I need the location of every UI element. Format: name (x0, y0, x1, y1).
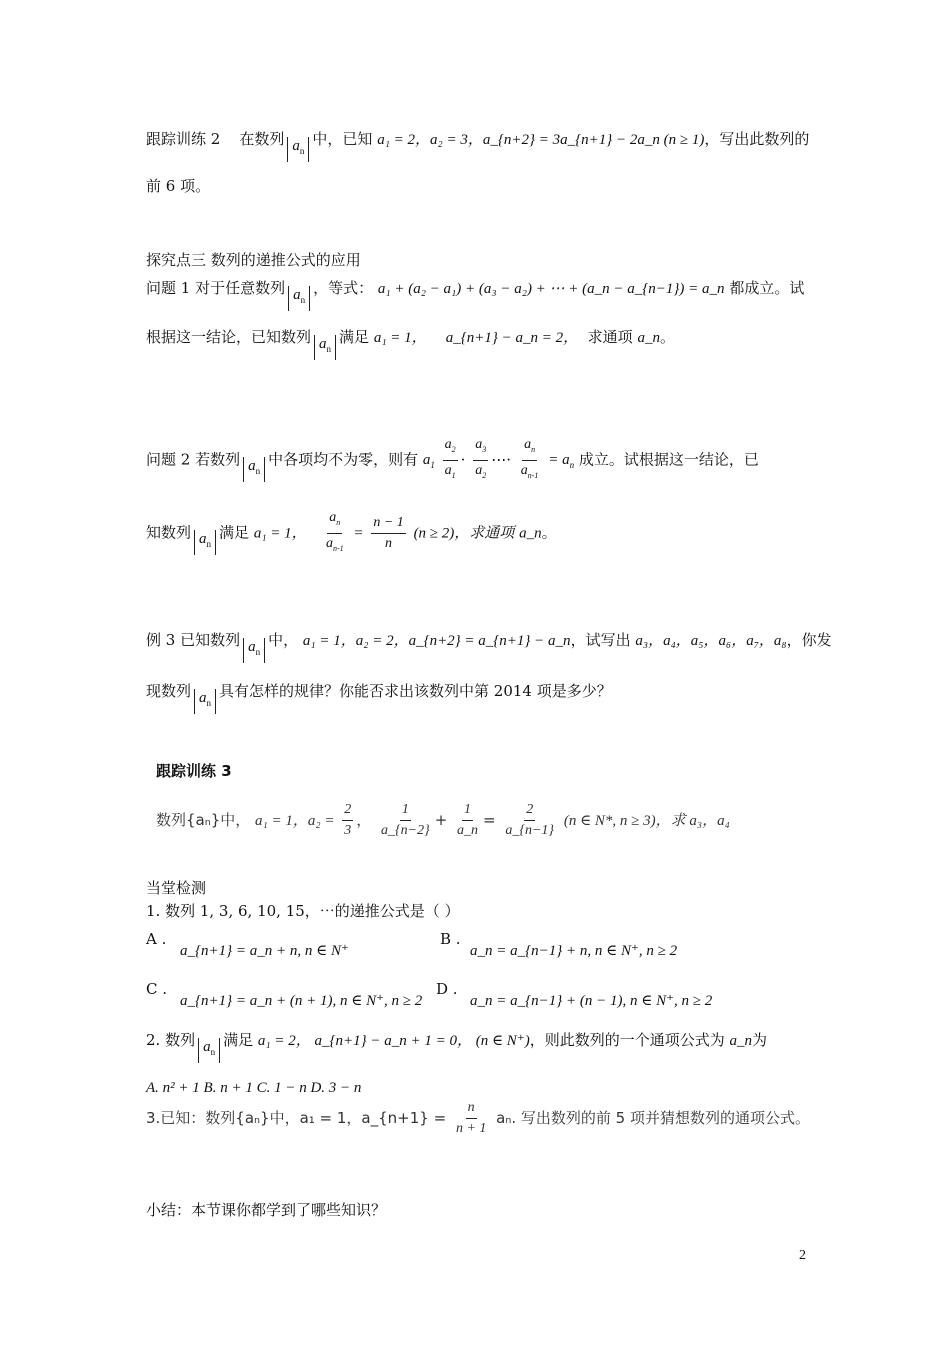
ratio-a2-a1: $\frac{a_2}{a_1}$ (444, 437, 456, 480)
q1-option-b-math: a_n = a_{n−1} + n, n ∈ N⁺, n ≥ 2 (470, 943, 678, 959)
ratio-a3-a2: $\frac{a_3}{a_2}$ (475, 437, 487, 480)
check-q3: 3.已知：数列{aₙ}中，a₁ = 1，a_{n+1} = $\frac{n}{n + 1}$ aₙ. 写出数列的前 5 项并猜想数列的通项公式。 (146, 1100, 810, 1136)
example3-line1: 例 3 已知数列 $a_n$中， a₁ = 1，a₂ = 2，a_{n+2} = a_{n+1} − a_n，试写出 a₃，a₄，a₅，a₆，a₇，a₈，你发 (146, 629, 832, 663)
check-q2-options: A. n² + 1 B. n + 1 C. 1 − n D. 3 − n (146, 1080, 362, 1096)
q1-identity: a₁ + (a₂ − a₁) + (a₃ − a₂) + ⋯ + (a_n − a_{n−1}) = a_n (377, 281, 725, 297)
q1-option-d: D . (436, 980, 458, 998)
track3-line: 数列{aₙ}中， a₁ = 1，a₂ = $\frac{2}{3}$ ， $\frac{1}{a\_\{n-2\}}$ + $\frac{1}{a\_n}$ = $\frac{2}{a\_\{n-1\}}$ (n ∈ N*, n ≥ 3)，求 a₃，a₄ (156, 802, 730, 838)
ratio-rhs: $\frac{n - 1}{n}$ (373, 514, 404, 551)
example3-line2: 现数列 $a_n$具有怎样的规律？你能否求出该数列中第 2014 项是多少？ (146, 680, 612, 714)
track2-math: a₁ = 2，a₂ = 3，a_{n+2} = 3a_{n+1} − 2a_n (n ≥ 1) (377, 132, 705, 148)
seq-an-bracket: $a_n$ (287, 137, 309, 162)
q1-option-d-math: a_n = a_{n−1} + (n − 1), n ∈ N⁺, n ≥ 2 (470, 993, 713, 1009)
check-q2: 2. 数列 $a_n$满足 a₁ = 2， a_{n+1} − a_n + 1 = 0， (n ∈ N⁺)，则此数列的一个通项公式为 a_n为 (146, 1029, 767, 1063)
q1-option-c: C . (146, 980, 168, 998)
summary: 小结：本节课你都学到了哪些知识？ (146, 1201, 387, 1219)
ratio-an-an1: $\frac{a_n}{a_{n-1}}$ (520, 437, 539, 480)
track3-title: 跟踪训练 3 (156, 762, 232, 780)
track2-line2: 前 6 项。 (146, 177, 211, 195)
q1-option-b: B . (440, 930, 461, 948)
track2-label: 跟踪训练 2 (146, 130, 221, 148)
check-title: 当堂检测 (146, 879, 207, 897)
q1-line1: 问题 1 对于任意数列 $a_n$，等式： a₁ + (a₂ − a₁) + (a₃ − a₂) + ⋯ + (a_n − a_{n−1}) = a_n 都成立。试 (146, 277, 804, 311)
check-q1: 1. 数列 1, 3, 6, 10, 15，⋯的递推公式是（ ） (146, 902, 460, 920)
q1-option-c-math: a_{n+1} = a_n + (n + 1), n ∈ N⁺, n ≥ 2 (180, 993, 423, 1009)
q2-line2: 知数列 $a_n$满足 a₁ = 1， $\frac{a_n}{a_{n-1}}$ = $\frac{n - 1}{n}$ (n ≥ 2)，求通项 a_n。 (146, 510, 557, 557)
track2-line1: 跟踪训练 2 在数列 $a_n$中，已知 a₁ = 2，a₂ = 3，a_{n+2} = 3a_{n+1} − 2a_n (n ≥ 1)，写出此数列的 (146, 128, 809, 162)
q2-line1: 问题 2 若数列 $a_n$中各项均不为零，则有 $a_1$ $\frac{a_2}{a_1}$ · $\frac{a_3}{a_2}$ ⋯· $\frac{a_n}{a_{n-1}}$ = $a_n$ 成立。试根据这一结论，已 (146, 437, 759, 485)
q1-option-a: A . (146, 930, 167, 948)
q1-option-a-math: a_{n+1} = a_n + n, n ∈ N⁺ (180, 943, 349, 959)
q1-line2: 根据这一结论，已知数列 $a_n$满足 a₁ = 1， a_{n+1} − a_n = 2， 求通项 a_n。 (146, 326, 675, 360)
section-title: 探究点三 数列的递推公式的应用 (146, 251, 361, 269)
page-number: 2 (799, 1248, 806, 1263)
